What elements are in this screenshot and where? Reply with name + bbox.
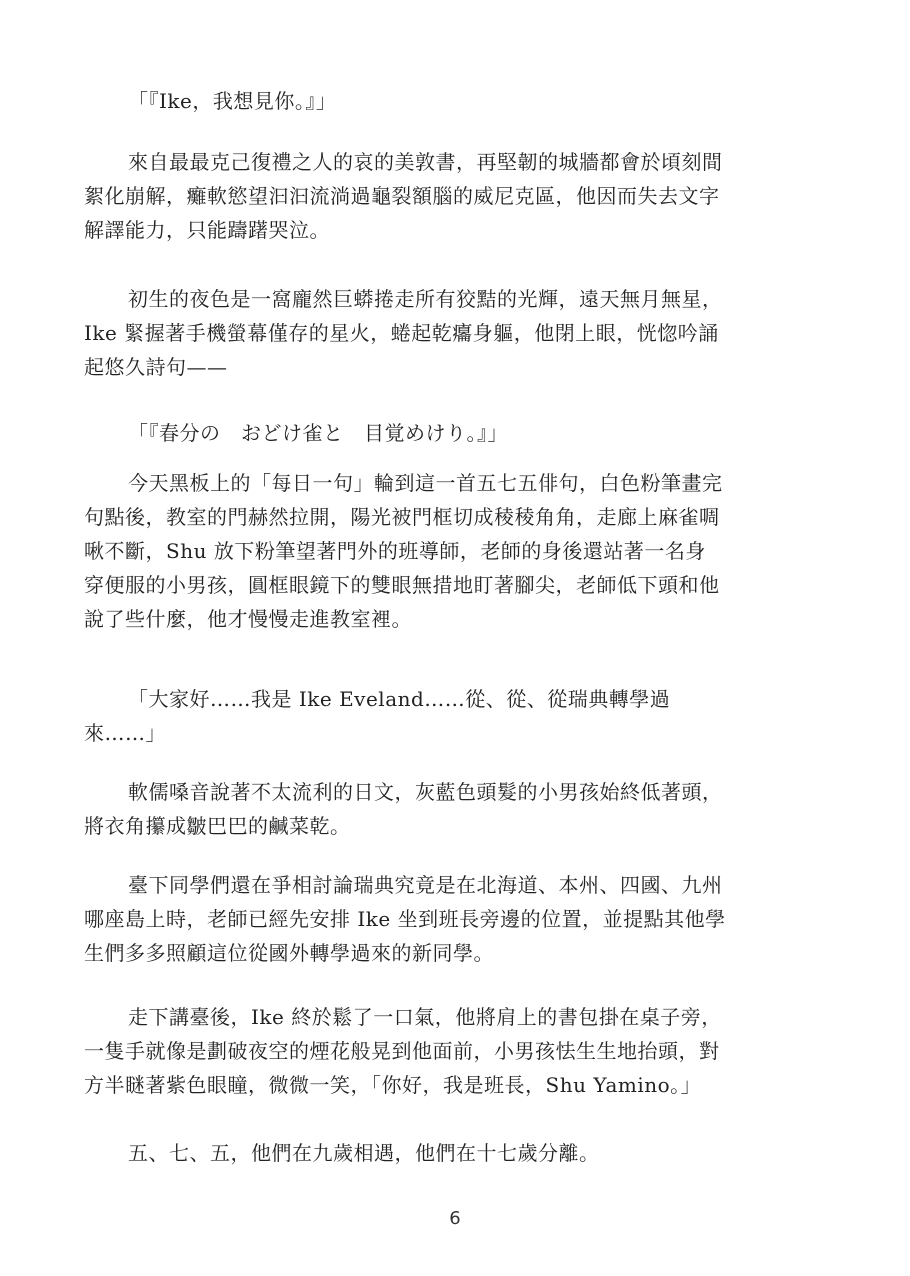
text-line: 啾不斷，Shu 放下粉筆望著門外的班導師，老師的身後還站著一名身 bbox=[84, 539, 706, 563]
paragraph bbox=[84, 1136, 774, 1170]
paragraph bbox=[84, 466, 774, 636]
text-line: 來自最最克己復禮之人的哀的美敦書，再堅韌的城牆都會於頃刻間 bbox=[128, 150, 723, 174]
text-line: 解譯能力，只能躊躇哭泣。 bbox=[84, 218, 330, 242]
text-line: 「『春分の おどけ雀と 目覚めけり。』」 bbox=[128, 421, 508, 445]
text-line: 初生的夜色是一窩龐然巨蟒捲走所有狡黠的光輝，遠天無月無星， bbox=[128, 287, 723, 311]
paragraph bbox=[84, 775, 774, 843]
page-number: 6 bbox=[449, 1208, 461, 1229]
text-line: 生們多多照顧這位從國外轉學過來的新同學。 bbox=[84, 941, 494, 965]
text-line: 五、七、五，他們在九歲相遇，他們在十七歲分離。 bbox=[128, 1141, 600, 1165]
text-line: 說了些什麼，他才慢慢走進教室裡。 bbox=[84, 607, 412, 631]
paragraph bbox=[84, 416, 774, 450]
text-line: 「大家好……我是 Ike Eveland……從、從、從瑞典轉學過 bbox=[128, 687, 671, 711]
text-line: 走下講臺後，Ike 終於鬆了一口氣，他將肩上的書包掛在桌子旁， bbox=[128, 1005, 722, 1029]
text-line: 「『Ike，我想見你。』」 bbox=[128, 89, 337, 113]
text-line: 來……」 bbox=[84, 721, 166, 745]
text-line: 句點後，教室的門赫然拉開，陽光被門框切成稜稜角角，走廊上麻雀啁 bbox=[84, 505, 720, 529]
text-line: 將衣角攥成皺巴巴的鹹菜乾。 bbox=[84, 814, 351, 838]
text-line: 起悠久詩句—— bbox=[84, 355, 228, 379]
text-line: 臺下同學們還在爭相討論瑞典究竟是在北海道、本州、四國、九州 bbox=[128, 873, 723, 897]
text-line: 今天黑板上的「每日一句」輪到這一首五七五俳句，白色粉筆畫完 bbox=[128, 471, 723, 495]
paragraph bbox=[84, 282, 774, 384]
text-line: Ike 緊握著手機螢幕僅存的星火，蜷起乾癟身軀，他閉上眼，恍惚吟誦 bbox=[84, 321, 719, 345]
text-line: 絮化崩解，癱軟慾望汩汩流淌過龜裂額腦的威尼克區，他因而失去文字 bbox=[84, 184, 720, 208]
paragraph bbox=[84, 682, 774, 750]
paragraph bbox=[84, 1000, 774, 1102]
paragraph bbox=[84, 84, 774, 118]
paragraph bbox=[84, 868, 774, 970]
text-line: 方半瞇著紫色眼瞳，微微一笑，「你好，我是班長，Shu Yamino。」 bbox=[84, 1073, 702, 1097]
text-line: 一隻手就像是劃破夜空的煙花般晃到他面前，小男孩怯生生地抬頭，對 bbox=[84, 1039, 720, 1063]
text-line: 軟儒嗓音說著不太流利的日文，灰藍色頭髮的小男孩始終低著頭， bbox=[128, 780, 723, 804]
paragraph bbox=[84, 145, 774, 247]
text-line: 哪座島上時，老師已經先安排 Ike 坐到班長旁邊的位置，並提點其他學 bbox=[84, 907, 726, 931]
text-line: 穿便服的小男孩，圓框眼鏡下的雙眼無措地盯著腳尖，老師低下頭和他 bbox=[84, 573, 720, 597]
